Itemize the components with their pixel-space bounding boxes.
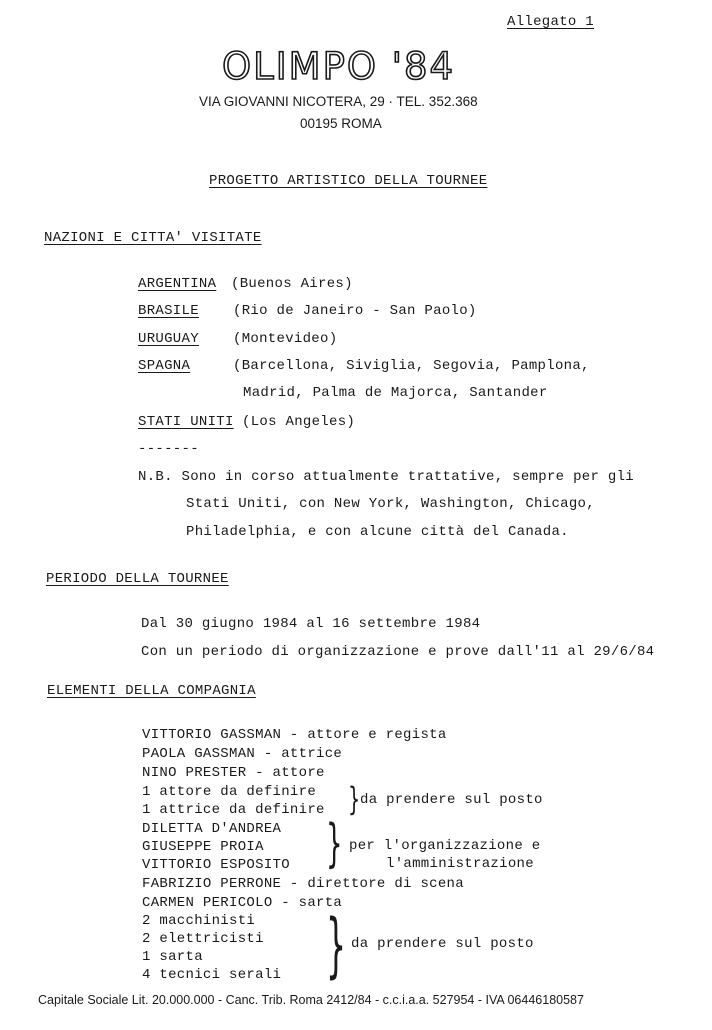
member-line: VITTORIO GASSMAN - attore e regista bbox=[142, 727, 447, 743]
letterhead-city: 00195 ROMA bbox=[300, 116, 382, 131]
member-line: GIUSEPPE PROIA bbox=[142, 839, 264, 855]
member-line: CARMEN PERICOLO - sarta bbox=[142, 895, 343, 911]
cities-spagna-cont: Madrid, Palma de Majorca, Santander bbox=[243, 385, 548, 401]
note-organization-1: per l'organizzazione e bbox=[349, 838, 541, 854]
country-stati-uniti: STATI UNITI bbox=[138, 414, 234, 430]
member-line: NINO PRESTER - attore bbox=[142, 765, 325, 781]
period-line-1: Dal 30 giugno 1984 al 16 settembre 1984 bbox=[141, 616, 481, 632]
document-title: PROGETTO ARTISTICO DELLA TOURNEE bbox=[209, 173, 488, 189]
member-line: 4 tecnici serali bbox=[142, 967, 282, 983]
member-line: DILETTA D'ANDREA bbox=[142, 821, 282, 837]
member-line: 1 attrice da definire bbox=[142, 802, 325, 818]
country-argentina: ARGENTINA bbox=[138, 276, 217, 292]
annex-label: Allegato 1 bbox=[507, 14, 595, 30]
company-logo: OLIMPO '84 bbox=[222, 45, 456, 88]
member-line: 2 elettricisti bbox=[142, 931, 264, 947]
note-line-1: N.B. Sono in corso attualmente trattative, sempre per gli bbox=[138, 469, 634, 485]
member-line: 1 sarta bbox=[142, 949, 203, 965]
brace-crew: } bbox=[326, 904, 347, 986]
member-line: 1 attore da definire bbox=[142, 784, 317, 800]
brace-organization: } bbox=[326, 814, 343, 874]
note-organization-2: l'amministrazione bbox=[386, 856, 534, 872]
cities-spagna: (Barcellona, Siviglia, Segovia, Pamplona, bbox=[233, 358, 590, 374]
note-crew-to-hire: da prendere sul posto bbox=[351, 936, 534, 952]
country-spagna: SPAGNA bbox=[138, 358, 191, 374]
brace-actors: } bbox=[348, 780, 361, 818]
note-line-2: Stati Uniti, con New York, Washington, Chicago, bbox=[186, 496, 595, 512]
country-brasile: BRASILE bbox=[138, 303, 199, 319]
separator-line: ------- bbox=[138, 441, 199, 457]
member-line: 2 macchinisti bbox=[142, 913, 256, 929]
country-uruguay: URUGUAY bbox=[138, 331, 199, 347]
cities-stati-uniti: (Los Angeles) bbox=[242, 414, 356, 430]
letterhead-address: VIA GIOVANNI NICOTERA, 29 · TEL. 352.368 bbox=[199, 94, 478, 109]
member-line: VITTORIO ESPOSITO bbox=[142, 857, 290, 873]
member-line: PAOLA GASSMAN - attrice bbox=[142, 746, 343, 762]
cities-brasile: (Rio de Janeiro - San Paolo) bbox=[233, 303, 477, 319]
cities-uruguay: (Montevideo) bbox=[233, 331, 338, 347]
note-line-3: Philadelphia, e con alcune città del Canada. bbox=[186, 524, 569, 540]
section-heading-company: ELEMENTI DELLA COMPAGNIA bbox=[47, 683, 256, 699]
cities-argentina: (Buenos Aires) bbox=[231, 276, 353, 292]
footer-legal-info: Capitale Sociale Lit. 20.000.000 - Canc. Trib. Roma 2412/84 - c.c.i.a.a. 527954 - IVA 06446180587 bbox=[38, 993, 584, 1007]
member-line: FABRIZIO PERRONE - direttore di scena bbox=[142, 876, 464, 892]
section-heading-period: PERIODO DELLA TOURNEE bbox=[46, 571, 229, 587]
period-line-2: Con un periodo di organizzazione e prove dall'11 al 29/6/84 bbox=[141, 644, 655, 660]
note-actors-to-hire: da prendere sul posto bbox=[360, 792, 543, 808]
section-heading-nations: NAZIONI E CITTA' VISITATE bbox=[44, 230, 262, 246]
